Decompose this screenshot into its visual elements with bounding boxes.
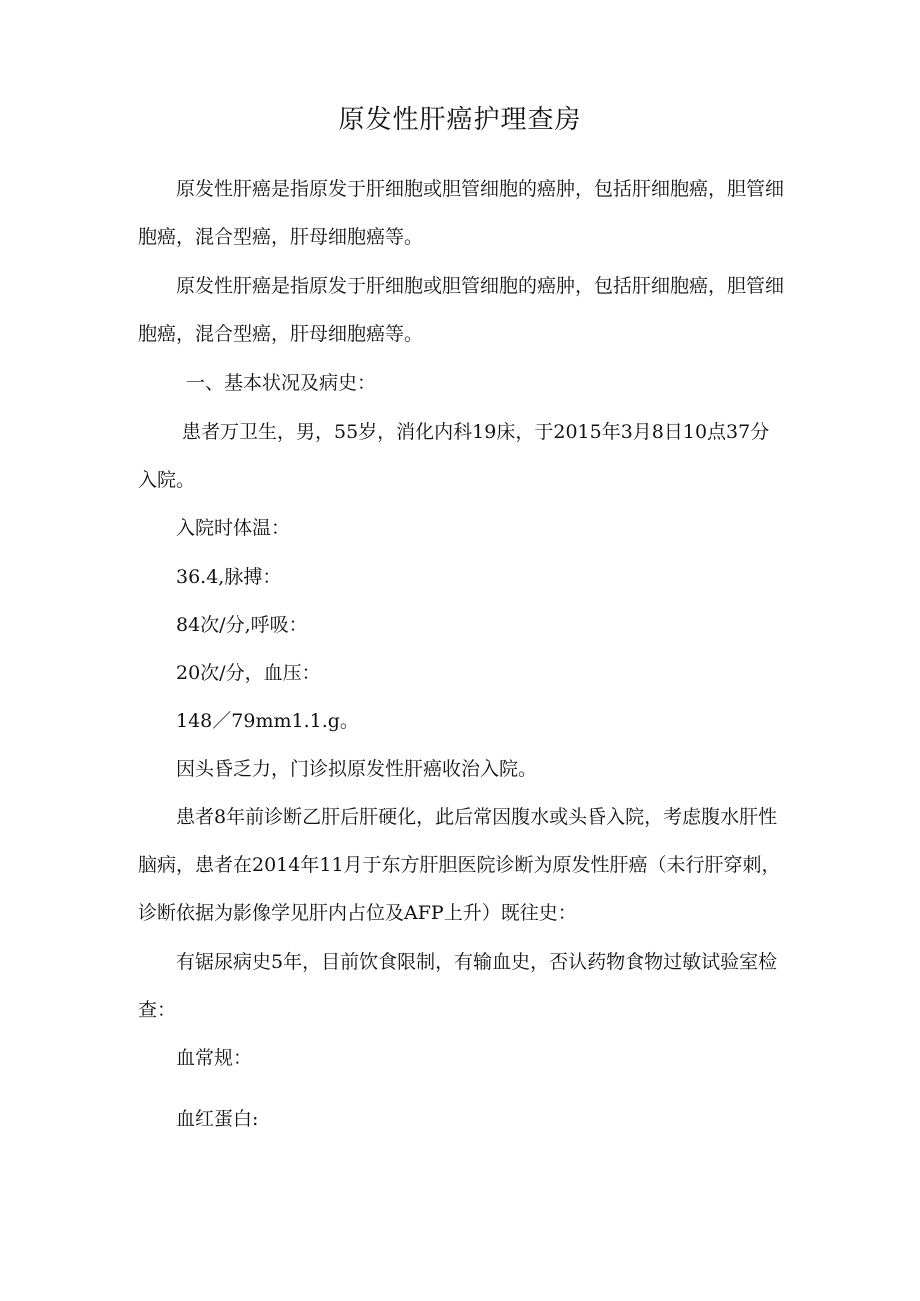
paragraph-patient-admission: 患者万卫生，男，55岁，消化内科19床，于2015年3月8日10点37分入院。 xyxy=(138,421,770,491)
paragraph-pulse-respiration: 84次/分,呼吸： xyxy=(176,614,308,636)
paragraph-past-history: 有锯尿病史5年，目前饮食限制，有输血史，否认药物食物过敏试验室检查： xyxy=(138,951,778,1021)
paragraph-blood-pressure: 148／79mm1.1.g。 xyxy=(176,710,359,732)
paragraph-history: 患者8年前诊断乙肝后肝硬化，此后常因腹水或头昏入院，考虑腹水肝性脑病，患者在2014年11月于东方肝胆医院诊断为原发性肝癌（未行肝穿刺，诊断依据为影像学见肝内占位及AFP上升）既往史： xyxy=(138,806,781,924)
section-heading-basic-info: 一、基本状况及病史： xyxy=(186,372,377,394)
paragraph-respiration-bp: 20次/分，血压： xyxy=(176,662,321,684)
paragraph-temperature-pulse: 36.4,脉搏： xyxy=(176,566,282,588)
paragraph-hemoglobin: 血红蛋白: xyxy=(176,1108,259,1130)
paragraph-chief-complaint: 因头昏乏力，门诊拟原发性肝癌收治入院。 xyxy=(176,758,538,780)
paragraph-definition-2: 原发性肝癌是指原发于肝细胞或胆管细胞的癌肿，包括肝细胞癌，胆管细胞癌，混合型癌，肝母细胞癌等。 xyxy=(138,275,785,345)
paragraph-admission-temperature: 入院时体温： xyxy=(176,517,291,539)
paragraph-definition-1: 原发性肝癌是指原发于肝细胞或胆管细胞的癌肿，包括肝细胞癌，胆管细胞癌，混合型癌，肝母细胞癌等。 xyxy=(138,178,785,248)
document-title: 原发性肝癌护理查房 xyxy=(338,105,582,135)
paragraph-blood-routine: 血常规： xyxy=(176,1047,253,1069)
